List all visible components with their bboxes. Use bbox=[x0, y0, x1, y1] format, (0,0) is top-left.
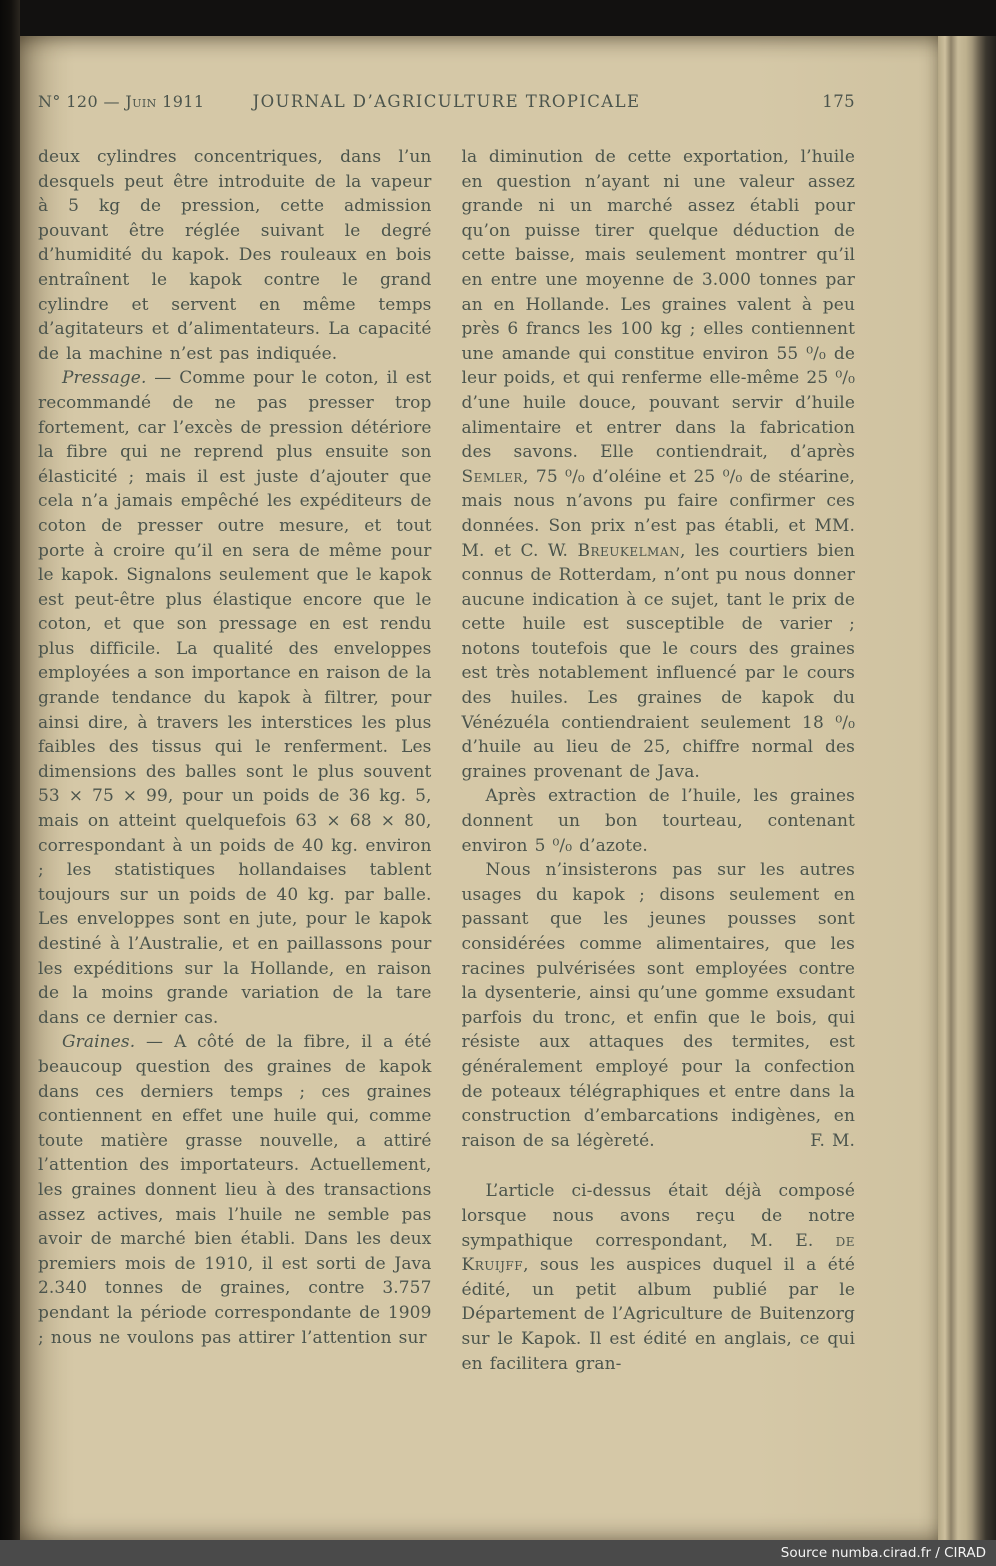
book-binding-edge bbox=[0, 0, 20, 1540]
paragraph bbox=[38, 366, 432, 1030]
paragraph-text: — A côté de la fibre, il a été beaucoup question des graines de kapok dans ces derniers temps ; ces graines contiennent en effet une huile qui, comme toute matière grasse nouvelle, a attiré l’attention des importateurs. Actuellement, les graines donnent lieu à des transactions assez actives, mais l’huile ne semble pas avoir de marché bien établi. Dans les deux premiers mois de 1910, il est sorti de Java 2.340 tonnes de graines, contre 3.757 pendant la période correspondante de 1909 ; nous ne voulons pas attirer l’attention sur bbox=[38, 1032, 432, 1348]
issue-label: N° 120 — Juin 1911 bbox=[38, 92, 205, 111]
paragraph-text: , sous les auspices duquel il a été édité, un petit album publié par le Département de l’Agriculture de Buitenzorg sur le Kapok. Il est édité en anglais, ce qui en facilitera gran- bbox=[461, 1255, 855, 1374]
paragraph bbox=[462, 145, 856, 784]
page-stack-edges bbox=[938, 0, 996, 1540]
paragraph-text: Semler bbox=[461, 466, 523, 487]
paragraph-lead: Pressage. bbox=[62, 368, 147, 389]
paragraph-text: Après extraction de l’huile, les graines donnent un bon tourteau, contenant environ 5 ⁰/₀ d’azote. bbox=[461, 786, 855, 856]
paragraph-text: Breukelman bbox=[577, 540, 681, 561]
page-number: 175 bbox=[822, 92, 855, 111]
paragraph-text: Nous n’insisterons pas sur les autres usages du kapok ; disons seulement en passant que les jeunes pousses sont considérées comme alimentaires, que les racines pulvérisées sont employées contre la dysenterie, ainsi qu’une gomme exsudant parfois du tronc, et enfin que le bois, qui résiste aux attaques des termites, est généralement employé pour la confection de poteaux télégraphiques et entre dans la construction d’embarcations indigènes, en raison de sa légèreté. bbox=[461, 860, 855, 1151]
paragraph-text: , les courtiers bien connus de Rotterdam, n’ont pu nous donner aucune indication à ce sujet, tant le prix de cette huile est susceptible de varier ; notons toutefois que le cours des graines est très notablement influencé par le cours des huiles. Les graines de kapok du Vénézuéla contiendraient seulement 18 ⁰/₀ d’huile au lieu de 25, chiffre normal des graines provenant de Java. bbox=[461, 540, 855, 782]
paragraph-text: de Kruijff bbox=[461, 1230, 855, 1276]
source-credit-bar bbox=[0, 1540, 996, 1566]
paragraph bbox=[38, 1030, 432, 1350]
paragraph-text: — Comme pour le coton, il est recommandé de ne pas presser trop fortement, car l’excès de pression détériore la fibre qui ne reprend plus ensuite son élasticité ; mais il est juste d’ajouter que cela n’a jamais empêché les expéditeurs de coton de presser outre mesure, et tout porte à croire qu’il en sera de même pour le kapok. Signalons seulement que le kapok est peut-être plus élastique encore que le coton, et que son pressage en est rendu plus difficile. La qualité des enveloppes employées a son importance en raison de la grande tendance du kapok à filtrer, pour ainsi dire, à travers les interstices les plus faibles des tissus qui le renferment. Les dimensions des balles sont le plus souvent 53 × 75 × 99, pour un poids de 36 kg. 5, mais on atteint quelquefois 63 × 68 × 80, correspondant à un poids de 40 kg. environ ; les statistiques hollandaises tablent toujours sur un poids de 40 kg. par balle. Les enveloppes sont en jute, pour le kapok destiné à l’Australie, et en paillassons pour les expéditions sur la Hollande, en raison de la moins grande variation de la tare dans ce dernier cas. bbox=[38, 368, 432, 1028]
paragraph bbox=[462, 1179, 856, 1376]
paragraph bbox=[38, 145, 432, 366]
source-credit-text: Source numba.cirad.fr / CIRAD bbox=[780, 1545, 986, 1561]
author-initials: F. M. bbox=[810, 1130, 855, 1151]
paragraph-text: L’article ci-dessus était déjà composé lorsque nous avons reçu de notre sympathique correspondant, M. E. bbox=[461, 1181, 855, 1251]
left-column bbox=[38, 145, 432, 1376]
paragraph bbox=[462, 858, 856, 1153]
right-column bbox=[462, 145, 856, 1376]
paragraph-text: deux cylindres concentriques, dans l’un desquels peut être introduite de la vapeur à 5 kg de pression, cette admission pouvant être réglée suivant le degré d’humidité du kapok. Des rouleaux en bois entraînent le kapok contre le grand cylindre et servent en même temps d’agitateurs et d’alimentateurs. La capacité de la machine n’est pas indiquée. bbox=[38, 147, 432, 364]
paragraph bbox=[462, 784, 856, 858]
paragraph-text: , 75 ⁰/₀ d’oléine et 25 ⁰/₀ de stéarine, mais nous n’avons pu faire confirmer ces données. Son prix n’est pas établi, et MM. M. et C. W. bbox=[461, 466, 855, 561]
page-header bbox=[38, 92, 855, 111]
scan-top-edge bbox=[0, 0, 996, 36]
page-scan bbox=[20, 36, 938, 1540]
paragraph-text: la diminution de cette exportation, l’huile en question n’ayant ni une valeur assez grande ni un marché assez établi pour qu’on puisse tirer quelque déduction de cette baisse, mais seulement montrer qu’il en entre une moyenne de 3.000 tonnes par an en Hollande. Les graines valent à peu près 6 francs les 100 kg ; elles contiennent une amande qui constitue environ 55 ⁰/₀ de leur poids, et qui renferme elle-même 25 ⁰/₀ d’une huile douce, pouvant servir d’huile alimentaire et entrer dans la fabrication des savons. Elle contiendrait, d’après bbox=[461, 147, 855, 463]
journal-title: JOURNAL D’AGRICULTURE TROPICALE bbox=[252, 92, 641, 111]
paragraph-lead: Graines. bbox=[62, 1032, 136, 1053]
text-columns bbox=[38, 145, 855, 1376]
